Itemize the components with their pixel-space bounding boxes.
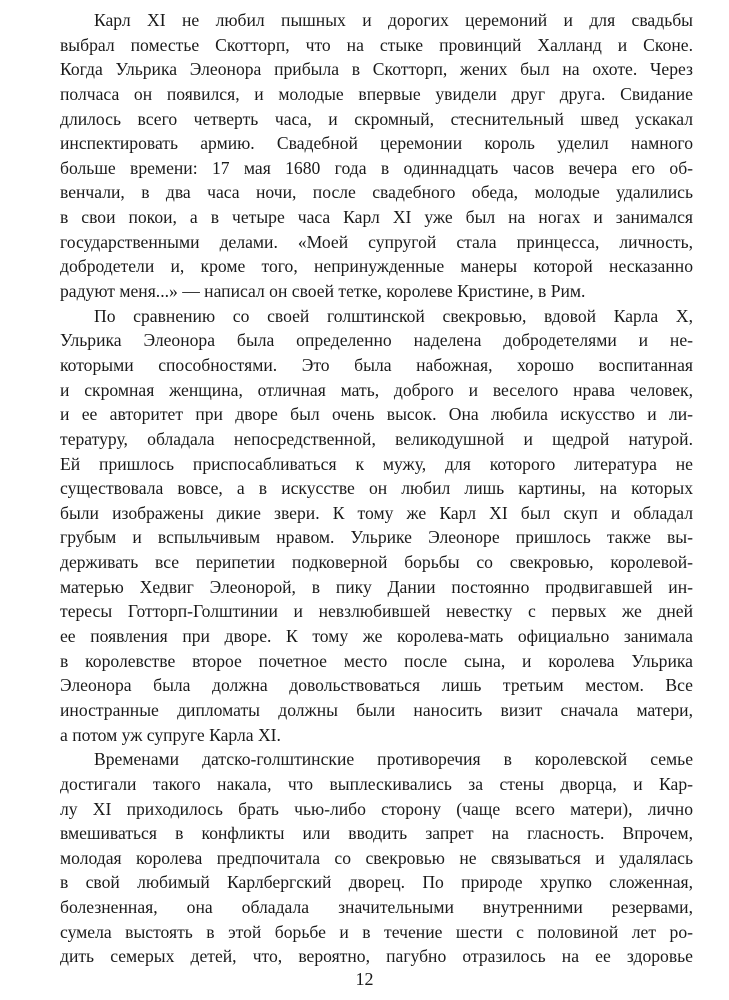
text-line: радуют меня...» — написал он своей тетке, королеве Кристине, в Рим. [60, 281, 586, 302]
text-line: Временами датско-голштинские противоречия в королевской семье [94, 749, 693, 770]
text-line: Элеонора была должна довольствоваться лишь третьим местом. Все [60, 675, 693, 696]
paragraph [60, 304, 693, 748]
text-line: были изображены дикие звери. К тому же Карл XI был скуп и обладал [60, 502, 693, 523]
text-line: тературу, обладала непосредственной, великодушной и щедрой натурой. [60, 428, 693, 449]
text-line: ее появления при дворе. К тому же королева-мать официально занимала [60, 626, 693, 647]
text-line: лу XI приходилось брать чью-либо сторону (чаще всего матери), лично [60, 798, 693, 819]
paragraph [60, 747, 693, 969]
text-line: венчали, в два часа ночи, после свадебного обеда, молодые удалились [60, 182, 693, 203]
text-line: матерью Хедвиг Элеонорой, в пику Дании постоянно продвигавшей ин- [60, 576, 693, 597]
text-line: иностранные дипломаты должны были наносить визит сначала матери, [60, 699, 693, 720]
text-line: инспектировать армию. Свадебной церемонии король уделил намного [60, 133, 693, 154]
text-line: Ульрика Элеонора была определенно наделена добродетелями и не- [60, 330, 693, 351]
paragraph [60, 8, 693, 304]
text-line: дить семерых детей, что, вероятно, пагубно отразилось на ее здоровье [60, 946, 693, 967]
text-line: Ей пришлось приспосабливаться к мужу, для которого литература не [60, 453, 693, 474]
text-line: выбрал поместье Скотторп, что на стыке провинций Халланд и Сконе. [60, 34, 693, 55]
text-line: молодая королева предпочитала со свекровью не связываться и удалялась [60, 847, 693, 868]
text-line: добродетели и, кроме того, непринужденные манеры которой несказанно [60, 256, 693, 277]
text-line: вмешиваться в конфликты или вводить запрет на гласность. Впрочем, [60, 823, 693, 844]
text-line: По сравнению со своей голштинской свекровью, вдовой Карла X, [94, 305, 693, 326]
text-line: держивать все перипетии подковерной борьбы со свекровью, королевой- [60, 552, 693, 573]
text-line: достигали такого накала, что выплескивались за стены дворца, и Кар- [60, 773, 693, 794]
text-line: существовала вовсе, а в искусстве он любил лишь картины, на которых [60, 478, 693, 499]
text-line: Когда Ульрика Элеонора прибыла в Скотторп, жених был на охоте. Через [60, 59, 693, 80]
text-line: и ее авторитет при дворе был очень высок. Она любила искусство и ли- [60, 404, 693, 425]
text-line: которыми способностями. Это была набожная, хорошо воспитанная [60, 354, 693, 375]
text-line: тересы Готторп-Голштинии и невзлюбившей невестку с первых же дней [60, 601, 693, 622]
text-line: в свои покои, а в четыре часа Карл XI уже был на ногах и занимался [60, 207, 693, 228]
text-line: а потом уж супруге Карла XI. [60, 724, 281, 745]
text-line: длилось всего четверть часа, и скромный, стеснительный швед ускакал [60, 108, 693, 129]
text-line: Карл XI не любил пышных и дорогих церемоний и для свадьбы [94, 10, 693, 30]
text-line: грубым и вспыльчивым нравом. Ульрике Элеоноре пришлось также вы- [60, 527, 693, 548]
text-line: полчаса он появился, и молодые впервые увидели друг друга. Свидание [60, 83, 693, 104]
text-line: больше времени: 17 мая 1680 года в одиннадцать часов вечера его об- [60, 157, 693, 178]
text-line: государственными делами. «Моей супругой стала принцесса, личность, [60, 231, 693, 252]
text-line: сумела выстоять в этой борьбе и в течение шести с половиной лет ро- [60, 921, 693, 942]
body-text [60, 8, 693, 969]
page-number: 12 [355, 969, 374, 989]
text-line: в королевстве второе почетное место после сына, и королева Ульрика [60, 650, 693, 671]
text-line: болезненная, она обладала значительными внутренними резервами, [60, 897, 693, 918]
text-line: в свой любимый Карлбергский дворец. По природе хрупко сложенная, [60, 872, 693, 893]
text-line: и скромная женщина, отличная мать, доброго и веселого нрава человек, [60, 379, 693, 400]
